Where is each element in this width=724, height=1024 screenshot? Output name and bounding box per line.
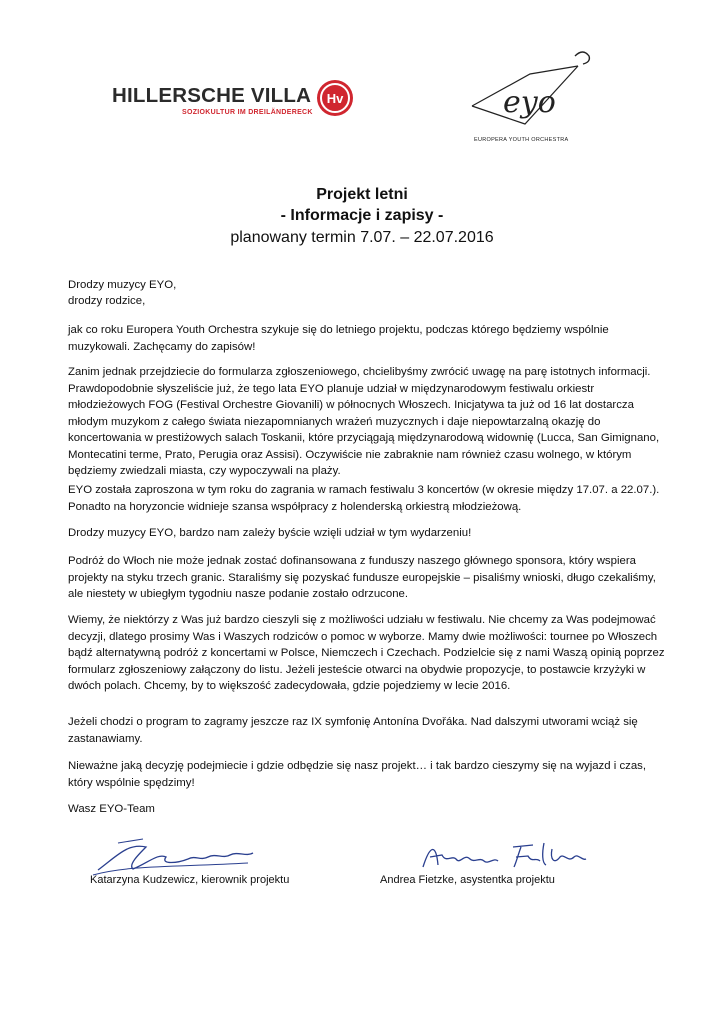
- letter-paragraph: Drodzy muzycy EYO, bardzo nam zależy byście wzięli udział w tym wydarzeniu!: [68, 527, 472, 539]
- letter-paragraph: EYO została zaproszona w tym roku do zagrania w ramach festiwalu 3 koncertów (w okresie między 17.07. a 22.07.). Ponadto na horyzoncie widnieje szansa współpracy z holenderską orkiestrą młodzieżową.: [68, 484, 660, 513]
- letter-paragraph: Wiemy, że niektórzy z Was już bardzo cieszyli się z możliwości udziału w festiwalu. Nie chcemy za Was podejmować decyzji, dlatego prosimy Was i Waszych rodziców o pomoc w wyborze. Mamy dwie możliwości: tournee po Włoszech bądź alternatywną podróż z koncertami w Polsce, Niemczech i Czechach. Podzielcie się z nami Waszą opinią poprzez formularz zgłoszeniowy załączony do listu. Jeżeli jesteście otwarci na obydwie propozycje, to postawcie krzyżyki w dwóch polach. Chcemy, by to większość zadecydowała, gdzie pojedziemy w lecie 2016.: [68, 614, 665, 692]
- letter-closing: Wasz EYO-Team: [68, 803, 155, 815]
- letter-paragraph: Nieważne jaką decyzję podejmiecie i gdzie odbędzie się nasz projekt… i tak bardzo cieszymy się na wyjazd i czas, który wspólnie spędzimy!: [68, 760, 647, 789]
- letter-paragraph: Zanim jednak przejdziecie do formularza zgłoszeniowego, chcielibyśmy zwrócić uwagę na parę istotnych informacji. Prawdopodobnie słyszeliście już, że tego lata EYO planuje udział w międzynarodowym festiwalu orkiestr młodzieżowych FOG (Festival Orchestre Giovanili) w północnych Włoszech. Inicjatywa ta już od 16 lat dostarcza młodym muzykom z całego świata niezapomnianych wrażeń muzycznych i daje niepowtarzalną okazję do koncertowania w prestiżowych salach Toskanii, które przyciągają międzynarodową widownię (Lucca, San Gimignano, Montecatini terme, Prato, Perugia oraz Assisi). Oczywiście nie zabraknie nam również czasu wolnego, w którym będziemy zwiedzali miasta, czy wypoczywali na plaży.: [68, 366, 660, 477]
- letter-paragraph: Jeżeli chodzi o program to zagramy jeszcze raz IX symfonię Antonína Dvořáka. Nad dalszymi utworami wciąż się zastanawiamy.: [68, 716, 638, 745]
- hillersche-villa-name: HILLERSCHE VILLA: [112, 84, 312, 107]
- greeting-line: Drodzy muzycy EYO,: [68, 279, 177, 291]
- letter-paragraph: Podróż do Włoch nie może jednak zostać dofinansowana z funduszy naszego głównego sponsora, który wspiera projekty na styku trzech granic. Staraliśmy się pozyskać fundusze europejskie – pisaliśmy wnioski, długo czekaliśmy, ale niestety w ubiegłym tygodniu nasze podanie zostało odrzucone.: [68, 555, 656, 600]
- signature-label-fietzke: Andrea Fietzke, asystentka projektu: [380, 874, 555, 886]
- signature-fietzke-icon: [418, 835, 588, 875]
- page-title: Projekt letni: [316, 186, 408, 203]
- hv-circle-icon: [315, 78, 355, 118]
- hillersche-villa-logo: [112, 78, 357, 124]
- svg-text:Hv: Hv: [326, 91, 344, 106]
- eyo-logo-name: EUROPERA YOUTH ORCHESTRA: [474, 137, 569, 143]
- eyo-mark-icon: [470, 44, 595, 139]
- eyo-logo: [470, 44, 595, 148]
- greeting-line: drodzy rodzice,: [68, 295, 146, 307]
- signature-label-kudzewicz: Katarzyna Kudzewicz, kierownik projektu: [90, 874, 290, 886]
- hillersche-villa-tagline: SOZIOKULTUR IM DREILÄNDERECK: [182, 109, 313, 116]
- page-subtitle: - Informacje i zapisy -: [280, 207, 444, 224]
- letter-paragraph: jak co roku Europera Youth Orchestra szykuje się do letniego projektu, podczas którego będziemy wspólnie muzykowali. Zachęcamy do zapisów!: [68, 324, 609, 353]
- svg-text:eyo: eyo: [503, 85, 556, 120]
- project-dates: planowany termin 7.07. – 22.07.2016: [230, 229, 494, 246]
